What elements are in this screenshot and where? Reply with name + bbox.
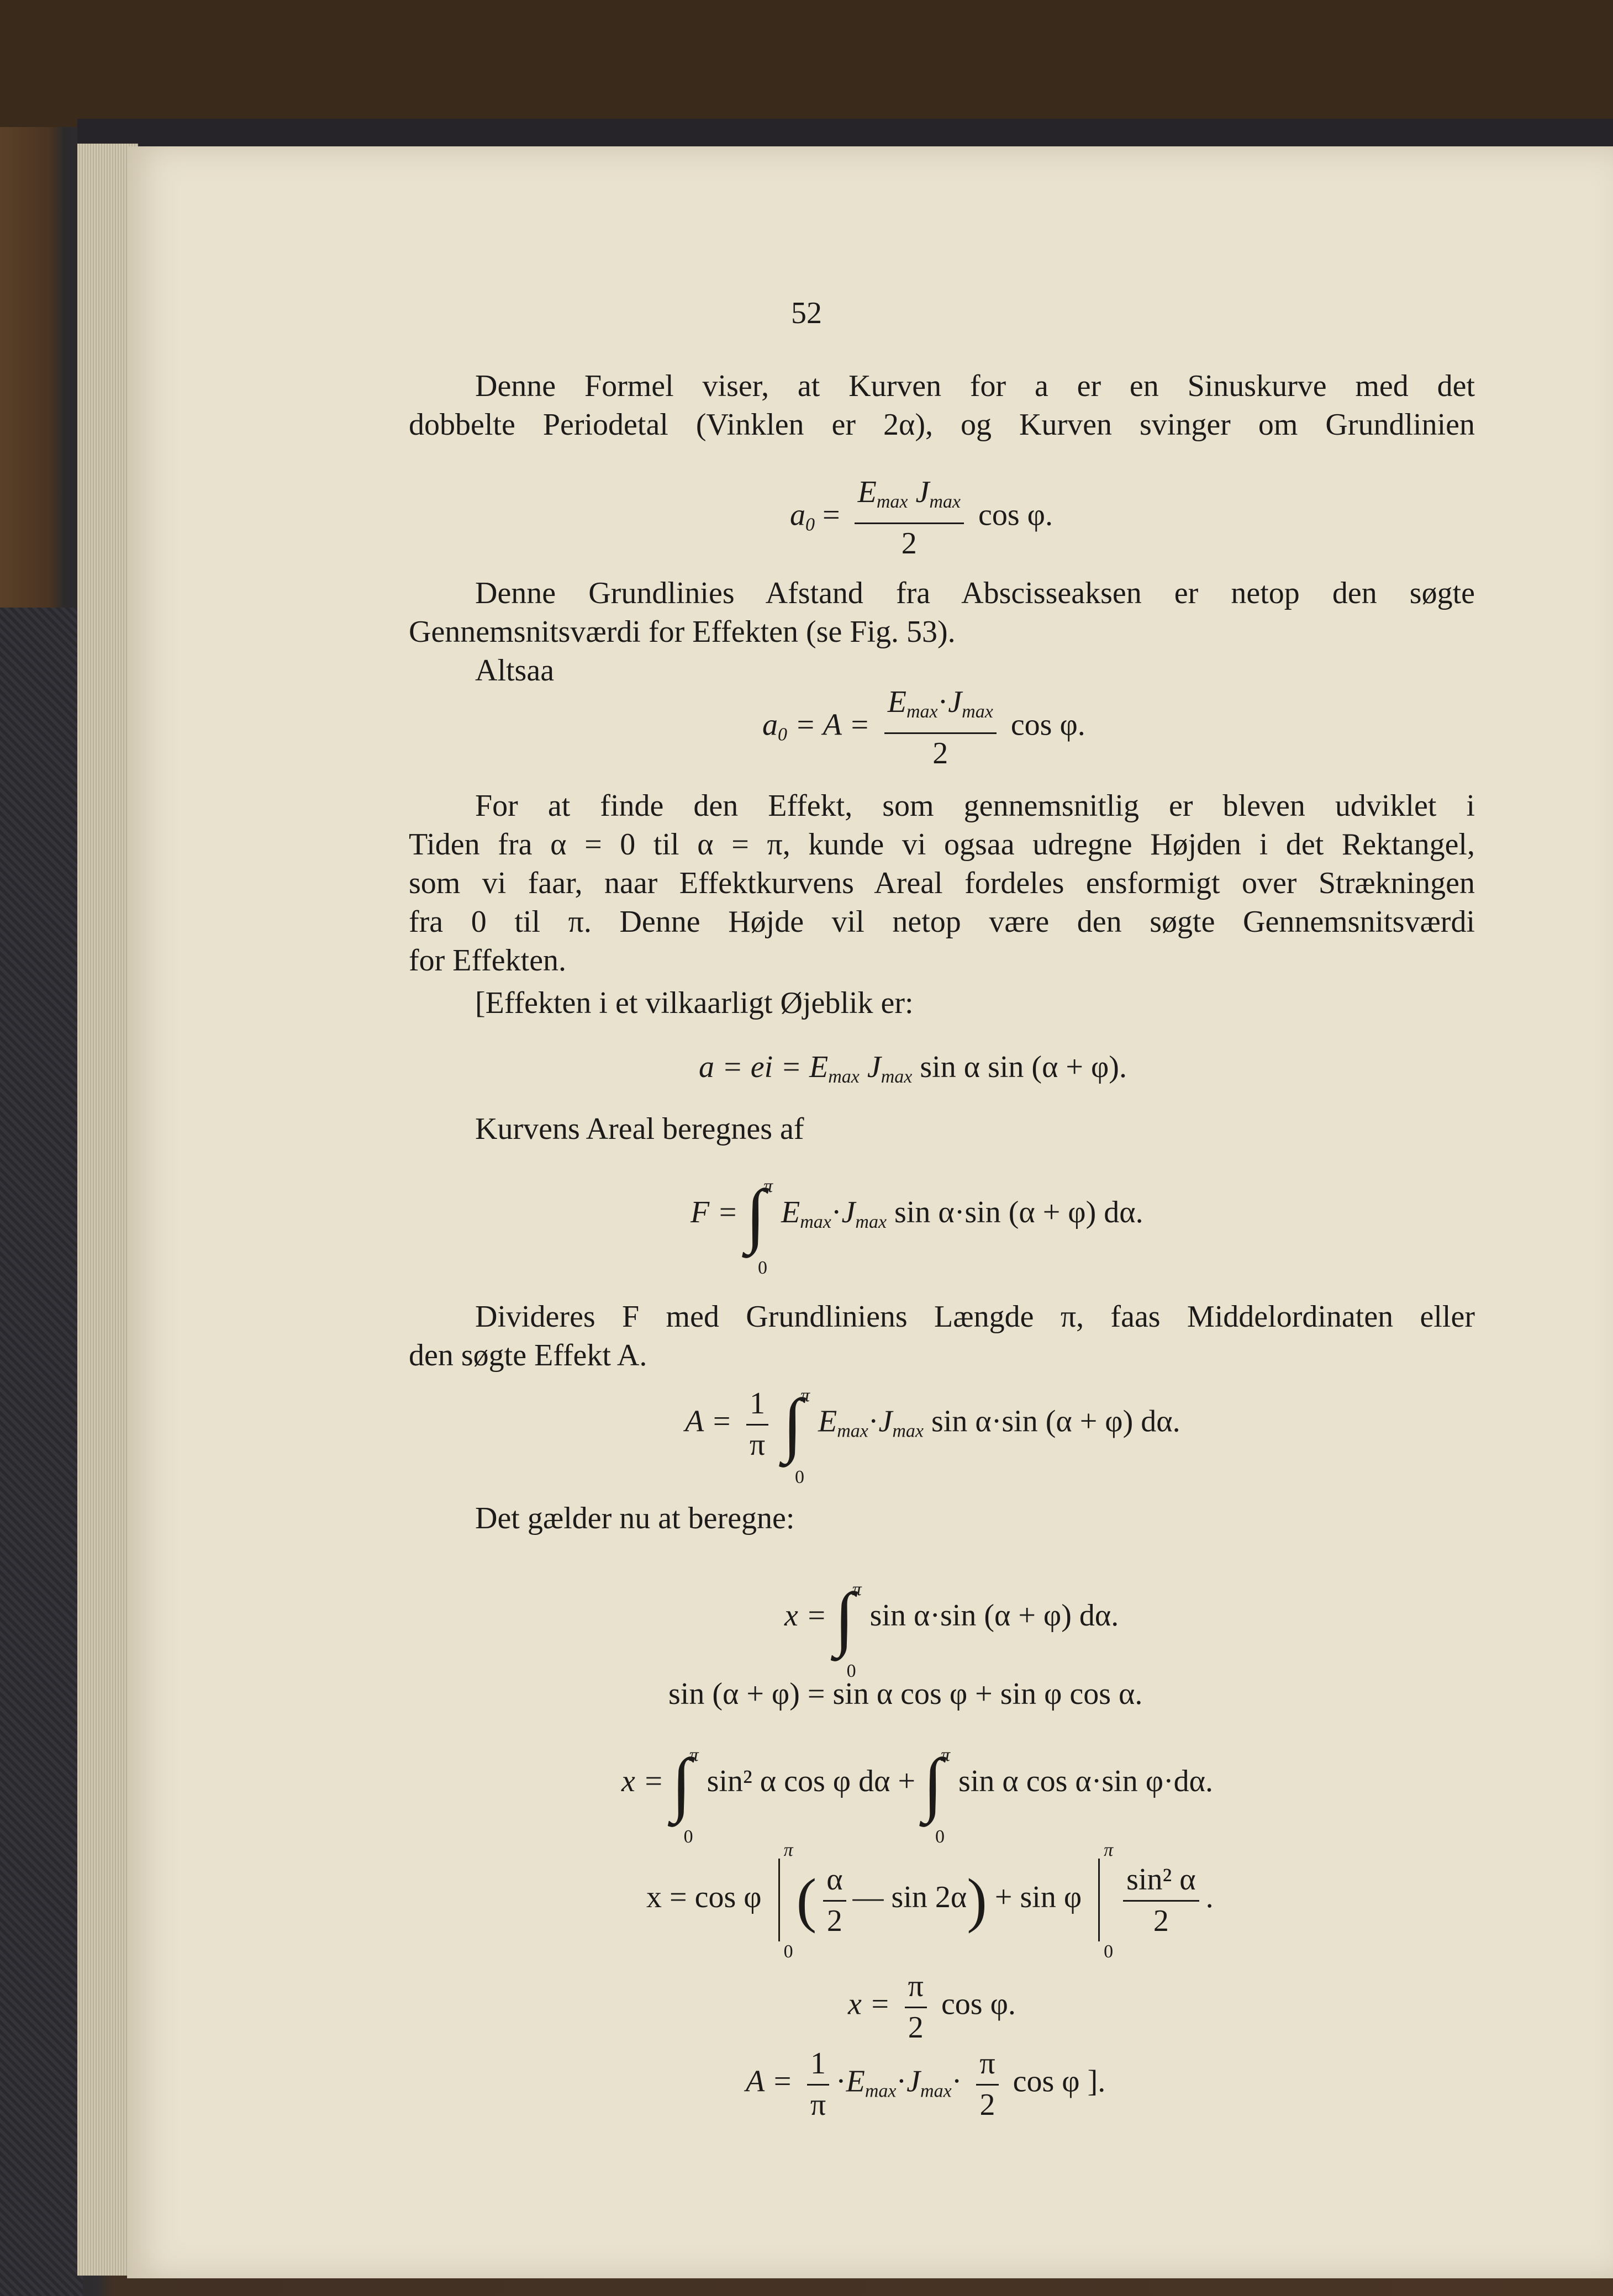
equation-A-mean: A = $\frac{1}{\pi}$ ∫ π 0 $E_{max}\cdot J_{max}$ sin α·sin (α + φ) dα. <box>685 1384 1180 1487</box>
paragraph-line: dobbelte Periodetal (Vinklen er 2α), og Kurven svinger om Grundlinien <box>409 408 1475 442</box>
book-spine <box>0 608 83 2296</box>
integral-sign: ∫ π 0 <box>746 1175 773 1278</box>
equation-x-result: x = $\frac{\pi}{2}$ cos φ. <box>848 1969 1016 2045</box>
equation-a0-A: $a_0 = A$ = $\frac{E_{max}\cdot J_{max}}{2}$ cos φ. <box>762 685 1085 770</box>
paragraph-line: fra 0 til π. Denne Højde vil netop være den søgte Gennemsnitsværdi <box>409 905 1475 939</box>
page-number: 52 <box>791 296 822 330</box>
paragraph-line: for Effekten. <box>409 943 567 978</box>
paragraph-line: den søgte Effekt A. <box>409 1338 647 1373</box>
integral-sign: ∫ π 0 <box>923 1744 951 1847</box>
paragraph-line: som vi faar, naar Effektkurvens Areal fordeles ensformigt over Strækningen <box>409 866 1475 900</box>
paragraph-line: Det gælder nu at beregne: <box>475 1501 795 1535</box>
paragraph-line: [Effekten i et vilkaarligt Øjeblik er: <box>475 986 914 1020</box>
paragraph-line: Altsaa <box>475 653 555 688</box>
paragraph-line: Tiden fra α = 0 til α = π, kunde vi ogsaa udregne Højden i det Rektangel, <box>409 827 1475 862</box>
paragraph-line: Gennemsnitsværdi for Effekten (se Fig. 53). <box>409 615 956 649</box>
integral-sign: ∫ π 0 <box>671 1744 699 1847</box>
integral-sign: ∫ π 0 <box>834 1579 862 1681</box>
equation-x-evaluated: x = cos φ π 0 ( $\frac{\alpha}{2}$ — sin 2α) + sin φ π 0 $\frac{\text{sin² α}}{2}$ . <box>646 1840 1214 1962</box>
equation-x-split: x = ∫ π 0 sin² α cos φ dα + ∫ π 0 sin α cos α·sin φ·dα. <box>621 1744 1214 1847</box>
evaluation-bar: π 0 <box>1098 1859 1100 1941</box>
equation-sine-identity: sin (α + φ) = sin α cos φ + sin φ cos α. <box>668 1677 1143 1711</box>
paragraph-line: Divideres F med Grundliniens Længde π, faas Middelordinaten eller <box>475 1300 1475 1334</box>
equation-area-F: F = ∫ π 0 $E_{max}\cdot J_{max}$ sin α·sin (α + φ) dα. <box>690 1175 1143 1278</box>
evaluation-bar: π 0 <box>778 1859 780 1941</box>
paragraph-line: For at finde den Effekt, som gennemsnitlig er bleven udviklet i <box>475 789 1475 823</box>
equation-A-result: A = $\frac{1}{\pi}$ $\cdot E_{max}\cdot J_{max}\cdot$ $\frac{\pi}{2}$ cos φ ]. <box>746 2046 1106 2122</box>
integral-sign: ∫ π 0 <box>782 1384 810 1487</box>
paragraph-line: Kurvens Areal beregnes af <box>475 1112 804 1146</box>
equation-x-integral: x = ∫ π 0 sin α·sin (α + φ) dα. <box>784 1579 1119 1681</box>
equation-a0: $a_0$ = $\frac{E_{max} J_{max}}{2}$ cos φ. <box>790 475 1053 561</box>
paragraph-line: Denne Grundlinies Afstand fra Abscisseaksen er netop den søgte <box>475 576 1475 610</box>
paragraph-line: Denne Formel viser, at Kurven for a er en Sinuskurve med det <box>475 369 1475 403</box>
equation-instant-power: a = ei = $E_{max}$ $J_{max}$ sin α sin (α + φ). <box>699 1050 1127 1087</box>
